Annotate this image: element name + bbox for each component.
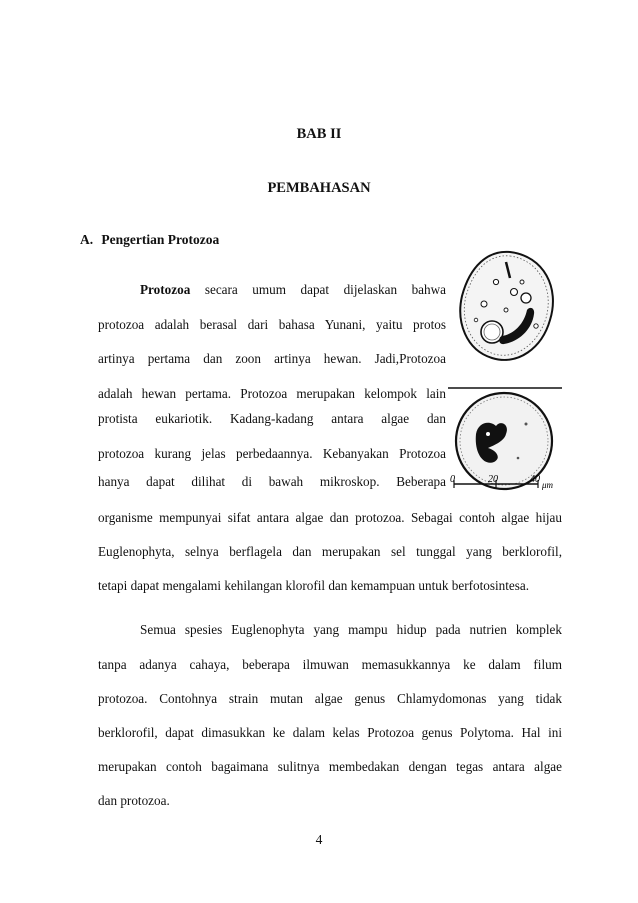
chapter-label: BAB II xyxy=(296,126,342,142)
paragraph1-line-7: organisme mempunyai sifat antara algae dan protozoa. Sebagai contoh algae hijau xyxy=(98,510,562,525)
paragraph1-line-4: protista eukariotik. Kadang-kadang antara algae dan xyxy=(98,411,446,426)
protozoa-illustration xyxy=(448,248,568,498)
section-heading-text: Pengertian Protozoa xyxy=(101,232,220,247)
paragraph1-line-1: protozoa adalah berasal dari bahasa Yunani, yaitu protos xyxy=(98,317,446,332)
section-heading xyxy=(80,232,219,248)
paragraph1-line-5: protozoa kurang jelas perbedaannya. Kebanyakan Protozoa xyxy=(98,446,446,461)
paragraph1-line-3: adalah hewan pertama. Protozoa merupakan kelompok lain xyxy=(98,386,446,401)
page-title: PEMBAHASAN xyxy=(267,180,371,196)
paragraph2-line-5: dan protozoa. xyxy=(98,793,170,808)
scale-label-40: 40 xyxy=(530,474,540,485)
paragraph1-line-9: tetapi dapat mengalami kehilangan klorofil dan kemampuan untuk berfotosintesa. xyxy=(98,578,530,593)
paragraph1-line-8: Euglenophyta, selnya berflagela dan merupakan sel tunggal yang berklorofil, xyxy=(98,544,562,559)
paragraph2-line-0: Semua spesies Euglenophyta yang mampu hidup pada nutrien komplek xyxy=(140,622,562,637)
paragraph2-line-4: merupakan contoh bagaimana sulitnya membedakan dengan tegas antara algae xyxy=(98,759,562,774)
page-number: 4 xyxy=(315,832,323,847)
paragraph1-line-2: artinya pertama dan zoon artinya hewan. Jadi,Protozoa xyxy=(98,351,446,366)
section-number: A. xyxy=(80,232,94,247)
scale-label-20: 20 xyxy=(488,474,498,485)
paragraph1-line-6: hanya dapat dilihat di bawah mikroskop. Beberapa xyxy=(98,474,446,489)
paragraph1-first-rest: secara umum dapat dijelaskan bahwa xyxy=(204,282,446,297)
paragraph2-line-3: berklorofil, dapat dimasukkan ke dalam kelas Protozoa genus Polytoma. Hal ini xyxy=(98,725,562,740)
protozoa-cell-drawing-top xyxy=(460,252,553,360)
scale-label-0: 0 xyxy=(450,474,455,485)
paragraph1-line-0 xyxy=(140,281,446,299)
paragraph1-bold-term: Protozoa xyxy=(140,282,191,297)
scale-unit: μm xyxy=(542,480,554,490)
paragraph2-line-2: protozoa. Contohnya strain mutan algae genus Chlamydomonas yang tidak xyxy=(98,691,562,706)
paragraph2-line-1: tanpa adanya cahaya, beberapa ilmuwan memasukkannya ke dalam filum xyxy=(98,657,562,672)
